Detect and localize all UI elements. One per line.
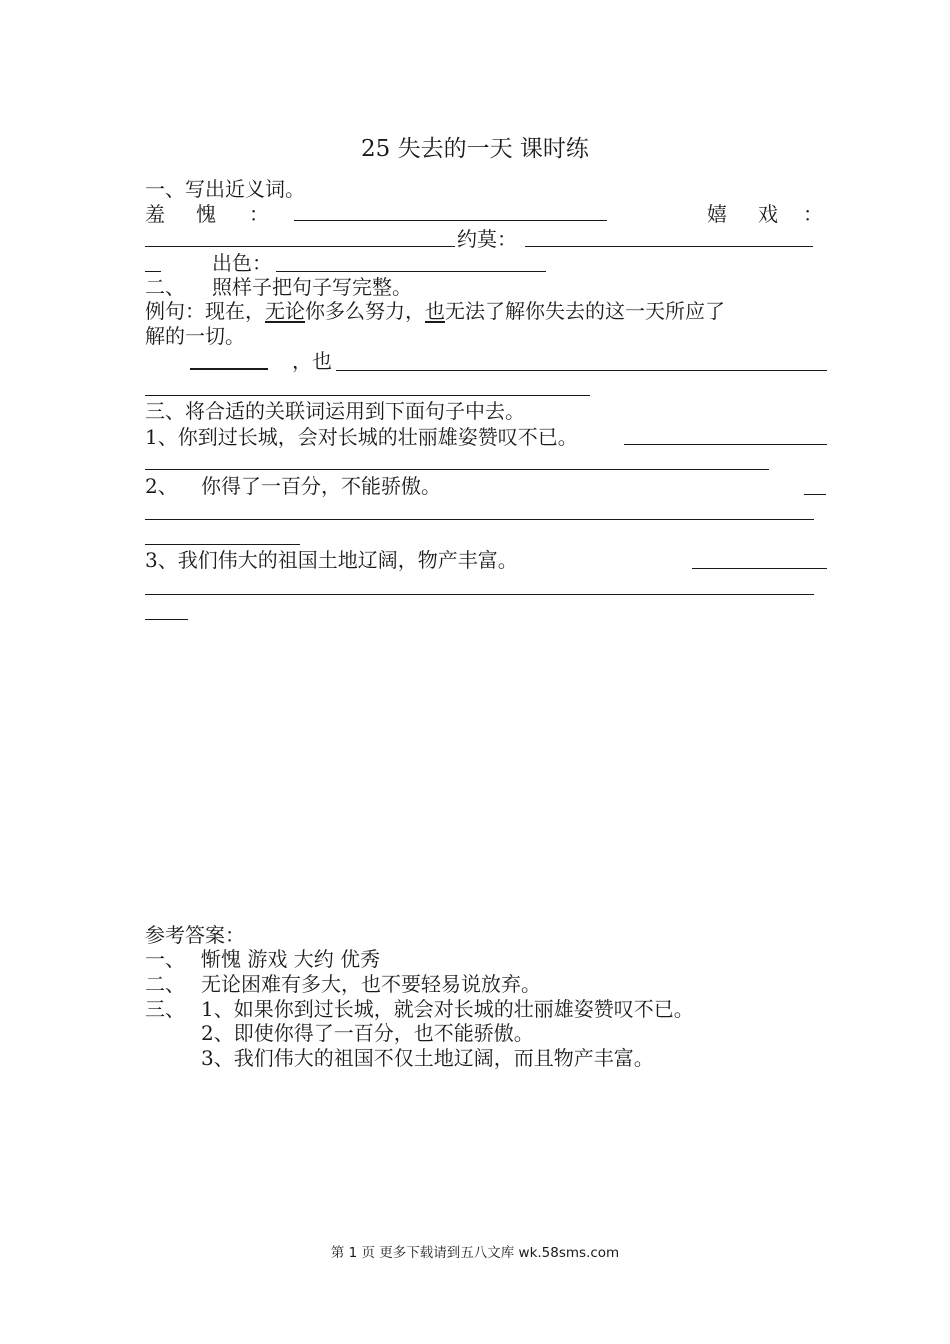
answer-3-1: 1、如果你到过长城，就会对长城的壮丽雄姿赞叹不已。: [201, 997, 694, 1021]
page-footer: 第 1 页 更多下载请到五八文库 wk.58sms.com: [330, 1245, 620, 1261]
question-1: 1、你到过长城，会对长城的壮丽雄姿赞叹不已。: [145, 425, 578, 449]
answer-blank-2b[interactable]: [145, 519, 814, 520]
answer-blank-1b[interactable]: [145, 469, 769, 470]
word-kui: 愧: [196, 202, 216, 226]
example-rest: 无法了解你失去的这一天所应了: [445, 299, 725, 323]
example-sentence-line2: 解的一切。: [145, 324, 245, 348]
section2-number: 二、: [145, 275, 185, 299]
answer-1: 惭愧 游戏 大约 优秀: [201, 947, 381, 971]
example-sentence: [145, 298, 725, 324]
colon-1: ：: [249, 202, 269, 226]
pattern-blank-3[interactable]: [145, 395, 590, 396]
pattern-middle: ，也: [292, 349, 332, 373]
example-prefix: 例句：现在，: [145, 299, 265, 323]
word-xi: 嬉: [707, 202, 727, 226]
word-yuemo: 约莫：: [457, 227, 517, 251]
question-3: 3、我们伟大的祖国土地辽阔，物产丰富。: [145, 548, 518, 572]
word-xiu: 羞: [145, 202, 165, 226]
pattern-blank-1[interactable]: [190, 368, 268, 370]
example-middle: 你多么努力，: [305, 299, 425, 323]
question-2: 你得了一百分，不能骄傲。: [201, 474, 441, 498]
answer-blank-1a[interactable]: [624, 444, 827, 445]
answer-3-3: 3、我们伟大的祖国不仅土地辽阔，而且物产丰富。: [201, 1046, 654, 1070]
synonym-blank-1[interactable]: [294, 220, 607, 221]
word-xi2: 戏: [758, 202, 778, 226]
answer-2: 无论困难有多大，也不要轻易说放弃。: [201, 972, 541, 996]
synonym-blank-3[interactable]: [525, 246, 813, 247]
answer-1-number: 一、: [145, 947, 185, 971]
synonym-blank-4[interactable]: [276, 271, 546, 272]
answer-3-2: 2、即使你得了一百分，也不能骄傲。: [201, 1021, 534, 1045]
answer-2-number: 二、: [145, 972, 185, 996]
colon-2: ：: [803, 202, 823, 226]
answer-3-number: 三、: [145, 997, 185, 1021]
word-chuse: 出色：: [212, 251, 272, 275]
question-2-number: 2、: [145, 474, 178, 498]
synonym-blank-2-tail[interactable]: [145, 271, 161, 272]
section3-heading: 三、将合适的关联词运用到下面句子中去。: [145, 399, 525, 423]
section2-heading: 照样子把句子写完整。: [212, 275, 412, 299]
answer-blank-2c[interactable]: [145, 544, 300, 545]
section1-heading: 一、写出近义词。: [145, 177, 305, 201]
synonym-blank-2[interactable]: [145, 246, 455, 247]
pattern-blank-2[interactable]: [336, 370, 827, 371]
answers-heading: 参考答案：: [145, 923, 245, 947]
page-title: 25 失去的一天 课时练: [361, 136, 589, 162]
example-keyword-1: 无论: [265, 299, 305, 323]
answer-blank-3a[interactable]: [692, 568, 827, 569]
example-keyword-2: 也: [425, 299, 445, 323]
answer-blank-3c[interactable]: [145, 619, 188, 620]
answer-blank-2a[interactable]: [804, 494, 826, 495]
answer-blank-3b[interactable]: [145, 594, 814, 595]
